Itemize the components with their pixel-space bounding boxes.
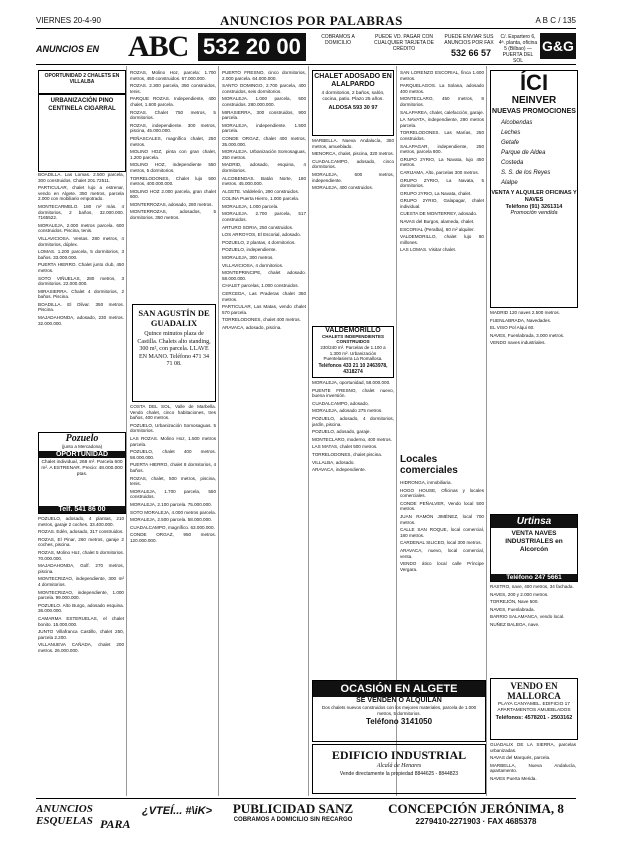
oportunidad-chalets-box: [38, 70, 126, 94]
listing: POZUELO, Urbanización Somosaguas. 5 dormitorios.: [130, 422, 216, 434]
listing: MONTECRIZAO, independiente, 300 m² 4 dormitorios.: [38, 576, 124, 587]
column-6-listings-2: [490, 584, 576, 674]
listing: POZUELO, chalet 400 metros. 58.000.000.: [130, 449, 216, 460]
listing: POZUELO, adosado, 4 plantas, 210 metros, garaje 2 coches. 33.400.000.: [38, 516, 124, 527]
urbanizacion-title: URBANIZACIÓN PINO CENTINELA CIGARRAL: [48, 98, 116, 112]
listing: RASTRO, nave, 400 metros, 34 fachada.: [490, 584, 574, 589]
listing: JUNTO Villafranca Castillo, chalet 250, parcela 2.200.: [38, 629, 124, 640]
listing: CONDE PEÑALVER, Vendo local 500 metros.: [400, 500, 484, 512]
listing: MONTEPRINCIPE, chalet adosado. 58.000.000.: [222, 270, 306, 281]
listing: CAMARMA ESTERUELAS, el chalet bonito. 15.000.000.: [38, 615, 124, 627]
listing: NAVAS del Burgos, alameda, chalet.: [400, 219, 475, 225]
concepcion-address: CONCEPCIÓN JERÓNIMA, 8: [388, 801, 564, 816]
listing: MENORCA, chalet, piscina, 320 metros.: [312, 151, 394, 157]
valdemorillo-text: 230/240 m². Parcelas de 1.100 a 1.300 m². Urbanización Puentelasierra La Romallosa.: [320, 345, 386, 361]
credit-card-text: PUEDE VD. PAGAR CON CUALQUIER TARJETA DE CRÉDITO: [373, 34, 434, 52]
listing: LOS ARROYOS, El Escorial, adosado.: [222, 232, 301, 238]
chalet-alalpardo-text: 4 dormitorios, 2 baños, salón, cocina, patio. Plazo 25 años.: [321, 91, 385, 102]
listing: SALAPAGAR, independiente, 250 metros, parcela 800.: [400, 143, 484, 155]
urtinsa-ad: [490, 514, 578, 582]
listing: MAJADAHONDA, adosado, 230 metros. 32.000.000.: [38, 315, 124, 326]
listing: MIRASIERRA. Chalet 4 dormitorios, 2 baños. Piscina.: [38, 288, 124, 300]
column-4-listings-2: [312, 380, 394, 676]
neinver-ad: [490, 70, 578, 308]
listing: MORALEJA, adosado 275 metros.: [312, 408, 383, 414]
promo-item: Parque de Aldea: [501, 150, 546, 156]
urtinsa-phone: Teléfono 247 5661: [491, 574, 577, 581]
listing: LA NAVATA, independiente, 290 metros parcela.: [400, 117, 484, 128]
promocion-vendida: Promoción vendida: [510, 210, 558, 216]
san-agustin-ad: [132, 304, 216, 402]
pozuelo-phone: Telf. 541 86 00: [39, 506, 125, 513]
nuevas-promociones: NUEVAS PROMOCIONES: [492, 108, 576, 115]
listing: PARTICULAR, chalet lujo a estrenar, vendo en Algete. 350 metros, parcela 2.000 con mobiliario empotrado.: [38, 185, 124, 202]
listing: BOADILLA. El Olivar. 350 metros. Piscina.: [38, 301, 124, 313]
ocasion-phone: Teléfono 3141050: [365, 717, 433, 726]
column-5-locales: [400, 480, 484, 676]
listing: GRUPO ZYRIO, La Navata, 5 dormitorios.: [400, 177, 484, 189]
listing: VILLANUEVA CAÑADA, chalet 200 metros. 26.000.000.: [38, 642, 124, 653]
listing: MORALEJA, 300 metros.: [222, 255, 274, 261]
pozuelo-title: Pozuelo: [65, 433, 99, 444]
listing: MORALEJA, oportunidad, 58.000.000.: [312, 380, 391, 385]
listing: NAVES, 200 y 2.000 metros.: [490, 591, 549, 597]
listing: SALAPAREA, chalet, calefacción, garaje.: [400, 109, 484, 115]
listing: NUÑEZ BALBOA, nave.: [490, 621, 540, 627]
listing: ROZAS, independiente. 300 metros, piscina, 45.000.000.: [130, 122, 216, 134]
footer-esquelas: ESQUELAS: [36, 815, 93, 827]
listing: TORRELODONES. Las Marías, 250 construidos.: [400, 130, 484, 141]
valdemorillo-ad: [312, 326, 394, 378]
promo-item: Leches: [501, 130, 521, 136]
cobramos-text: COBRAMOS A DOMICILIO: [321, 34, 355, 46]
listing: ROZAS. Edén, adosado, 317 construidos.: [38, 529, 124, 535]
banner-anuncios-en: ANUNCIOS EN: [36, 44, 100, 54]
listing: MOLINO HOZ, pinta con gran chalet, 1.200 parcela.: [130, 149, 216, 160]
listing: MOLINO HOZ, independiente 550 metros, 5 dormitorios.: [130, 162, 216, 173]
listing: CONDE ORGAZ, chalet 400 metros, 35.000.000.: [222, 135, 306, 147]
footer-para: PARA: [100, 817, 131, 831]
listing: CALLE SAN ROQUE, local comercial, 180 metros.: [400, 527, 484, 538]
oportunidad-chalets-text: OPORTUNIDAD 2 CHALETS EN VILLALBA: [44, 73, 120, 85]
listing: MARBELLA. Nueva Andalucía, 350 metros, amueblado.: [312, 138, 394, 149]
listing: VILLALBA, adosado.: [312, 459, 355, 465]
mallorca-phone: Teléfonos: 4578201 - 2503162: [495, 715, 573, 721]
mallorca-title: VENDO EN MALLORCA: [507, 681, 561, 701]
promo-item: Alcobendas: [501, 120, 533, 126]
listing: ALCOBENDAS. Batán Norte, 180 metros. 45.000.000.: [222, 175, 306, 187]
listing: MORALEJA, 1.000 parcela.: [222, 203, 279, 209]
listing: CONDE ORGAZ, 950 metros. 120.000.000.: [130, 532, 216, 543]
listing: GRUPO 2YRIO, La Navata, lujo 450 metros.: [400, 156, 484, 168]
listing: CHALET parcelas, 1.000 construidos.: [222, 283, 299, 289]
listing: POZUELO. Alto Burgo, adosado esquina. 36.000.000.: [38, 602, 124, 614]
listing: MADRID 120 naves 2.500 metros.: [490, 310, 560, 315]
concepcion-phone: 2279410-2271903 · FAX 4685378: [415, 817, 537, 826]
listing: ROZAS. 2.300 parcela, 350 construidos, tenis.: [130, 83, 216, 94]
fax-label: PUEDE ENVIAR SUS ANUNCIOS POR FAX: [444, 34, 494, 46]
neinver-name: NEINVER: [511, 95, 557, 106]
column-divider: [308, 66, 309, 796]
column-4-listings: [312, 138, 394, 322]
ad-banner: [36, 30, 576, 65]
ocasion-text: Dos chalets nuevos construidos con los mejores materiales, parcela de 1.000 metros, 5 dormitorios.: [321, 705, 477, 716]
listing: LAS LOMAS. Visitar chalet.: [400, 247, 457, 253]
abc-logo: ABC: [128, 30, 189, 63]
banner-phone: 532 20 00: [198, 33, 306, 61]
listing: MORALEJA, 2.500 parcela. 58.000.000.: [130, 517, 212, 523]
listing: PUERTO FRESNO, cinco dormitorios, 2.000 parcela. 64.000.000.: [222, 70, 306, 81]
listing: MORALEJA, independiente. 1.500 parcela.: [222, 122, 306, 134]
listing: MONTERROZAS, adosados, 5 dormitorios. 350 metros.: [130, 209, 216, 221]
listing: LAS ROZAS. Molino Hoz, 1.500 metros parcela.: [130, 435, 216, 447]
listing: MONTECRIZAO, independiente, 1.000 parcela. 99.000.000.: [38, 589, 124, 601]
listing: EL VISO Pol Alqui 60.: [490, 325, 535, 331]
listing: ROZAS. Chalet 750 metros, 5 dormitorios.: [130, 109, 216, 121]
listing: ROZAS, chalet, 500 metros, piscina, tenis.: [130, 475, 216, 487]
urbanizacion-ad: [38, 94, 126, 172]
listing: VILLAVICIOSA. Ventas. 280 metros, 4 dormitorios, dúplex.: [38, 235, 124, 247]
chalet-alalpardo-phone: ALDOSA 593 30 97: [328, 105, 378, 111]
listing: MORALEJA, 2.000 metros parcela. 600 construidos. Piscina, tenis.: [38, 222, 124, 234]
listing: CUESTA DE MONTERREY, adosado.: [400, 211, 478, 217]
listing: NAVAS del Marqués, parcela.: [490, 755, 551, 761]
listing: CERCEDA, Las Praderas chalet 350 metros.: [222, 291, 306, 302]
listing: TORRELODONES, Chalet lujo 500 metros, 400.000.000.: [130, 175, 216, 187]
listing: HIDRONGA, inmobiliaria.: [400, 480, 452, 485]
listing: VENDO ático local calle Príncipe Vergara.: [400, 561, 484, 572]
column-divider: [486, 66, 487, 796]
edificio-text: Vende directamente la propiedad 8844625 - 8844823: [339, 771, 459, 777]
listing: NAVES, Fuenlabrada.: [490, 606, 535, 612]
listing: SAN LORENZO ESCORIAL, finca 1.600 metros.: [400, 70, 484, 81]
listing: ESCORIAL (Peralba), 60 m² alquiler.: [400, 226, 475, 232]
promo-item: S. S. de los Reyes: [501, 170, 551, 176]
listing: MORALEJA. 1.000 parcela, 500 construidos. 280.000.000.: [222, 96, 306, 107]
listing: GRUPO 2YRIO, Galapagar, chalet individual.: [400, 198, 484, 209]
neinver-phone: Teléfono (91) 3261314: [505, 204, 563, 210]
page-number: A B C / 135: [535, 16, 576, 25]
column-1-listings: [38, 172, 124, 428]
page-header: [36, 14, 576, 29]
listing: VILLAVICIOSA, 4 dormitorios.: [222, 262, 284, 268]
listing: CUADALCAMPO, magnífico. 63.000.000.: [130, 524, 215, 530]
listing: PARQUELAGOS. La Solana, adosado 400 metros.: [400, 83, 484, 94]
listing: COLINA Puerta Hierro, 1.000 parcela.: [222, 196, 300, 202]
column-2-listings: [130, 70, 216, 300]
listing: POZUELO, adosado, 4 dormitorios, jardín, piscina.: [312, 415, 394, 427]
listing: MONTECLARO, 450 metros, 8 dormitorios.: [400, 96, 484, 107]
listing: PARTICULAR, Las Matas, vendo chalet 570 parcela.: [222, 304, 306, 315]
listing: CUADALCAMPO, adosado, cinco dormitorios.: [312, 158, 394, 170]
listing: ARAVACA, independiente.: [312, 467, 366, 473]
listing: LOMAS. 1.200 parcela, 5 dormitorios, 3 baños. 33.000.000.: [38, 249, 124, 260]
listing: PARQUE ROZAS. Independiente, 400 chalet, 1.600 parcela.: [130, 96, 216, 107]
promo-item: Costeda: [501, 160, 524, 166]
listing: MONTERROZAS, adosado, 280 metros.: [130, 201, 213, 207]
listing: PUERTA HIERRO. Chalet junto club, 450 metros.: [38, 262, 124, 273]
column-3-listings: [222, 70, 306, 676]
promo-item: Alalpe: [501, 180, 518, 186]
listing: MORALEJA, 1.700 parcela, 550 construidos.: [130, 488, 216, 500]
pozuelo-ad: [38, 432, 126, 514]
listing: FUENLABRADA, Navedades.: [490, 317, 552, 323]
listing: MIRASIERRA, 300 construidos, 900 parcela.: [222, 109, 306, 121]
edificio-sub: Alcalá de Henares: [376, 763, 422, 769]
promo-item: Getafe: [501, 140, 520, 146]
publicidad-cobramos: COBRAMOS A DOMICILIO SIN RECARGO: [233, 817, 353, 823]
locales-title: Locales comerciales: [400, 454, 458, 476]
ocasion-algete-ad: [312, 680, 486, 742]
listing: GUADALIX DE LA SIERRA, parcelas urbanizadas.: [490, 742, 576, 753]
se-venden: SE VENDEN O ALQUILAN: [356, 697, 442, 704]
mallorca-ad: [490, 678, 578, 740]
listing: PUENTE FRESNO, chalet nuevo, buena inversión.: [312, 387, 394, 399]
listing: ROZAS, El Pinar, 260 metros, garaje 2 coches, piscina.: [38, 536, 124, 548]
column-5-listings: [400, 70, 484, 450]
listing: SOTO VIÑUELAS, 280 metros, 3 dormitorios. 22.000.000.: [38, 275, 124, 287]
listing: TORRELODONES, chalet piscina.: [312, 451, 383, 457]
listing: MAJADAHONDA, Golf. 270 metros, piscina.: [38, 563, 124, 574]
listing: LAS MATAS, chalet 500 metros.: [312, 444, 378, 450]
listing: MORALEJA. 2.700 parcela, 517 construidos.: [222, 211, 306, 223]
listing: ROZAS, Molino Hoz, chalet 5 dormitorios. 70.000.000.: [38, 549, 124, 561]
valdemorillo-title: VALDEMORILLO: [325, 327, 381, 334]
listing: GRUPO 2YRIO, La Navata, chalet.: [400, 190, 472, 196]
listing: MARBELLA, Nueva Andalucía, apartamento.: [490, 762, 576, 774]
listing: MORALEJA, 400 construidos.: [312, 185, 374, 191]
valdemorillo-phone: Teléfonos 433 21 10 2463978, 4318274: [318, 362, 388, 375]
listing: CARDENAL SILICEO, local 300 metros.: [400, 540, 482, 546]
listing: MONTECLARO, moderno, 400 metros.: [312, 436, 392, 442]
listing: SOTO MORALEJA, 4.000 metros parcela.: [130, 509, 216, 515]
listing: MORALEJA, 2.100 parcela. 75.000.000.: [130, 501, 212, 507]
gg-logo: G&G: [540, 33, 576, 59]
column-1-listings-2: [38, 516, 124, 796]
locales-heading: [400, 454, 484, 476]
mallorca-text: PLAYA CANYAMEL. EDIFICIO 17 APARTAMENTOS AMUEBLADOS: [497, 702, 571, 713]
publicidad-sanz: PUBLICIDAD SANZ: [232, 801, 354, 816]
listing: MONTECARMELO. 180 m² más. 4 dormitorios, 2 baños, 32.000.000. 7165522.: [38, 203, 124, 221]
listing: CUADALCAMPO, adosado.: [312, 400, 369, 406]
footer-ads: [36, 798, 576, 839]
san-agustin-text: Quince minutos plaza de Castilla. Chalets alto standing, 300 m², con parcela. LLAVE EN MANO. Teléfono 471 34 71 08.: [137, 331, 211, 367]
mail-address: C/. Espartero 6, 4ª. planta, oficina 5 (Bilbao) — PUERTA DEL SOL: [498, 34, 538, 64]
listing: SANTO DOMINGO, 2.700 parcela, 400 construidos, seis dormitorios.: [222, 83, 306, 94]
listing: VALDEMORILLO, chalet lujo 80 millones.: [400, 234, 484, 245]
listing: VENDO naves industriales.: [490, 340, 546, 346]
footer-anuncios: ANUNCIOS: [36, 803, 93, 815]
listing: BOADILLA. Las Lomas. 2.500 parcela, 300 construidos. Chalet 201.72511.: [38, 172, 124, 183]
column-divider: [126, 66, 127, 796]
listing: ARAVACA, adosado, piscina.: [222, 324, 282, 330]
listing: ARAVACA, nuevo, local comercial, venta.: [400, 547, 484, 559]
listing: MADRID, adosado, esquina, 4 dormitorios.: [222, 162, 306, 173]
listing: BARRIO SALAMANCA, vendo local.: [490, 614, 565, 620]
listing: NAVES, Fuenlabrada, 3.000 metros.: [490, 332, 565, 338]
listing: POZUELO, 2 plantas, 4 dormitorios.: [222, 239, 296, 245]
listing: CARIJAMA, Alto, parcelas 300 metros.: [400, 169, 479, 175]
listing: TORREJÓN, Nave 500.: [490, 599, 539, 605]
oportunidad-label: OPORTUNIDAD: [39, 451, 125, 458]
listing: MOLINO HOZ 2.000 parcela, gran chalet 600.: [130, 188, 216, 200]
listing: POZUELO, adosado, garaje.: [312, 429, 371, 435]
ici-logo: ÍCI: [519, 70, 549, 95]
listing: POZUELO, independiente.: [222, 247, 277, 253]
chalet-alalpardo-title: CHALET ADOSADO EN ALALPARDO: [314, 73, 392, 88]
listing: MORALEJA. Urbanización Somosaguas, 250 metros.: [222, 149, 306, 160]
listing: ROZAS, Molino Hoz, parcela: 1.700 metros, 450 construidos. 67.000.000.: [130, 70, 216, 81]
listing: MORALEJA, 600 metros, independiente.: [312, 171, 394, 183]
valdemorillo-sub: CHALETS INDEPENDIENTES CONSTRUIDOS: [321, 334, 384, 344]
fax-number: 532 66 57: [450, 48, 492, 58]
issue-date: VIERNES 20-4-90: [36, 16, 101, 25]
edificio-title: EDIFICIO INDUSTRIAL: [331, 748, 467, 762]
listing: HOGO HOUSE, Oficinas y locales comerciales.: [400, 487, 484, 499]
listing: ALGETE. Valdeleón, 290 construidos.: [222, 188, 300, 194]
edificio-industrial-ad: [312, 744, 486, 794]
section-title: ANUNCIOS POR PALABRAS: [220, 13, 403, 28]
listing: JUAN RAMÓN JIMÉNEZ, local 700 metros.: [400, 513, 484, 525]
pozuelo-sub: (junto a Mercadona): [61, 444, 103, 449]
urtinsa-logo: Urtinsa: [491, 515, 577, 528]
venta-alquiler: VENTA Y ALQUILER OFICINAS Y NAVES: [491, 190, 577, 203]
footer-symbols: ¿VTEÍ... #\iK>: [142, 805, 212, 817]
column-6-listings-3: [490, 742, 576, 796]
oportunidad-text: Chalet individual, 268 m². Parcela 600 m². A ESTRENAR. Precio: 48.000.000 ptas.: [41, 460, 123, 477]
listing: ARTURO SORIA, 250 construidos.: [222, 224, 294, 230]
san-agustin-title: SAN AGUSTÍN DE GUADALIX: [138, 308, 210, 328]
listing: PUERTA HIERRO, chalet 8 dormitorios, 4 baños.: [130, 462, 216, 473]
column-divider: [218, 66, 219, 796]
column-6-listings: [490, 310, 576, 510]
urtinsa-sub: VENTA NAVES INDUSTRIALES en Alcorcón: [505, 530, 563, 553]
listing: PEÑASCALES, magnífico chalet, 250 metros.: [130, 135, 216, 147]
ocasion-title: OCASIÓN EN ALGETE: [313, 681, 485, 697]
listing: NAVES Puerta Merida.: [490, 775, 537, 781]
column-2-listings-2: [130, 404, 216, 796]
chalet-alalpardo-ad: [312, 70, 394, 136]
listing: COSTA DEL SOL, Valle de Marbella. Vendo chalet, cinco habitaciones, tres baños, 400 metros.: [130, 404, 216, 421]
listing: TORRELODONES, chalet 400 metros.: [222, 317, 301, 323]
